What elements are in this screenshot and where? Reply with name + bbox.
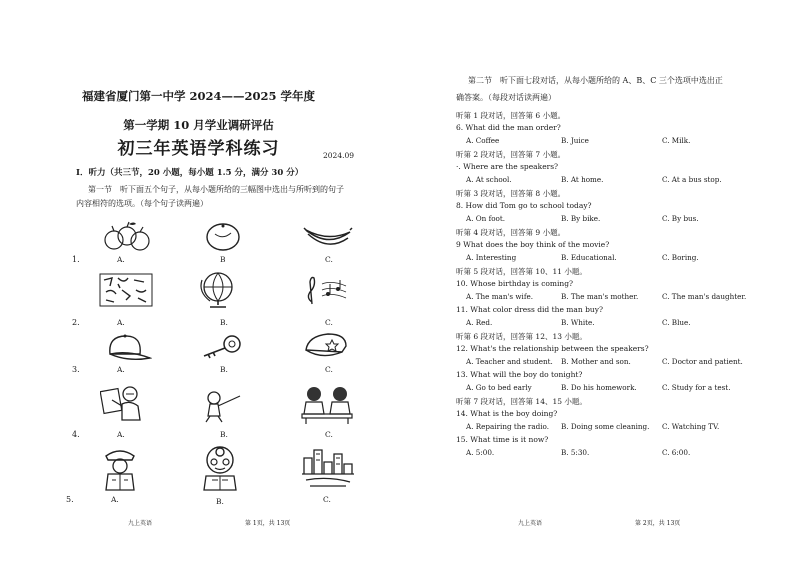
answer-option-b: B. At home. [561,175,604,184]
option-label: C. [323,495,331,504]
dialogue-instruction: 听第 1 段对话，回答第 6 小题。 [456,111,566,120]
exam-date: 2024.09 [323,151,355,160]
answer-option-a: A. Teacher and student. [466,357,553,366]
answer-option-c: C. Milk. [662,136,691,145]
option-label: A. [117,365,125,374]
answer-option-c: C. Watching TV. [662,422,720,431]
dialogue-instruction: 听第 3 段对话，回答第 8 小题。 [456,189,566,198]
question-text: 10. Whose birthday is coming? [456,279,574,288]
answer-option-a: A. The man's wife. [466,292,534,301]
dialogue-instruction: 听第 6 段对话，回答第 12、13 小题。 [456,332,587,341]
answer-option-b: B. Mother and son. [561,357,631,366]
option-label: B. [220,318,228,327]
question-text: 11. What color dress did the man buy? [456,305,603,314]
question-text: 14. What is the boy doing? [456,409,558,418]
answer-option-c: C. By bus. [662,214,699,223]
answer-option-b: B. Educational. [561,253,617,262]
question-text: 13. What will the boy do tonight? [456,370,583,379]
answer-option-a: A. On foot. [466,214,506,223]
page-right [397,0,794,561]
section-heading: Ⅰ．听力（共三节，20 小题，每小题 1.5 分，满分 30 分） [76,168,304,178]
question-text: 12. What's the relationship between the speakers? [456,344,649,353]
answer-option-a: A. Coffee [466,136,500,145]
exam-title: 初三年英语学科练习 [117,139,280,159]
option-label: B. [216,497,224,506]
option-label: B [220,255,226,264]
music-picture [302,274,350,306]
answer-option-a: A. Red. [466,318,493,327]
answer-option-b: B. White. [561,318,595,327]
police-officer-picture [98,446,142,492]
option-label: A. [111,495,119,504]
pattern-picture [98,272,154,308]
question-text: 8. How did Tom go to school today? [456,201,592,210]
answer-option-b: B. By bike. [561,214,601,223]
answer-option-c: C. The man's daughter. [662,292,747,301]
answer-option-b: B. Do his homework. [561,383,637,392]
option-label: C. [325,318,333,327]
key-picture [200,334,242,360]
doctor-picture [198,444,242,492]
school-title: 福建省厦门第一中学 2024——2025 学年度 [81,89,316,103]
boy-fishing-picture [200,388,242,424]
answer-option-c: C. Boring. [662,253,699,262]
option-label: B. [220,365,228,374]
bananas-picture [302,222,354,250]
option-label: B. [220,430,228,439]
dialogue-instruction: 听第 2 段对话，回答第 7 小题。 [456,150,566,159]
answer-option-c: C. Doctor and patient. [662,357,743,366]
two-students-picture [300,384,354,424]
question-text: 9 What does the boy think of the movie? [456,240,610,249]
answer-option-c: C. At a bus stop. [662,175,722,184]
answer-option-a: A. Repairing the radio. [466,422,550,431]
footer-page-number: 第 2页，共 13页 [635,520,681,527]
question-number: 3. [72,365,80,374]
city-picture [300,444,356,490]
orange-picture [204,220,242,252]
option-label: C. [325,365,333,374]
question-text: ·. Where are the speakers? [456,162,559,171]
cap-picture [102,332,152,364]
answer-option-a: A. Interesting [466,253,517,262]
term-title: 第一学期 10 月学业调研评估 [123,118,274,132]
police-cap-picture [302,330,350,360]
answer-option-c: C. Study for a test. [662,383,731,392]
footer-subject: 九上英语 [518,520,543,527]
option-label: A. [117,255,125,264]
question-text: 15. What time is it now? [456,435,549,444]
answer-option-b: B. Doing some cleaning. [561,422,650,431]
part2-instruction-line1: 第二节 听下面七段对话，从每小题所给的 A、B、C 三个选项中选出正 [468,76,723,85]
part2-instruction-line2: 确答案。（每段对话读两遍） [456,93,556,102]
answer-option-a: A. 5:00. [466,448,495,457]
answer-option-b: B. Juice [561,136,589,145]
globe-picture [196,270,240,310]
dialogue-instruction: 听第 7 段对话，回答第 14、15 小题。 [456,397,587,406]
dialogue-instruction: 听第 5 段对话，回答第 10、11 小题。 [456,267,587,276]
option-label: C. [325,255,333,264]
answer-option-a: A. Go to bed early [466,383,532,392]
answer-option-b: B. The man's mother. [561,292,639,301]
part1-instruction-line2: 内容相符的选项。（每个句子读两遍） [76,199,208,208]
option-label: C. [325,430,333,439]
footer-page-number: 第 1页，共 13页 [245,520,291,527]
question-text: 6. What did the man order? [456,123,561,132]
answer-option-c: C. Blue. [662,318,691,327]
answer-option-a: A. At school. [466,175,512,184]
question-number: 4. [72,430,80,439]
question-number: 5. [66,495,74,504]
option-label: A. [117,318,125,327]
dialogue-instruction: 听第 4 段对话，回答第 9 小题。 [456,228,566,237]
question-number: 2. [72,318,80,327]
answer-option-c: C. 6:00. [662,448,691,457]
option-label: A. [117,430,125,439]
fruits-picture [100,220,154,252]
footer-subject: 九上英语 [128,520,153,527]
answer-option-b: B. 5:30. [561,448,590,457]
boy-drawing-picture [100,384,146,424]
question-number: 1. [72,255,80,264]
part1-instruction-line1: 第一节 听下面五个句子，从每小题所给的三幅图中选出与所听到的句子 [88,185,344,194]
